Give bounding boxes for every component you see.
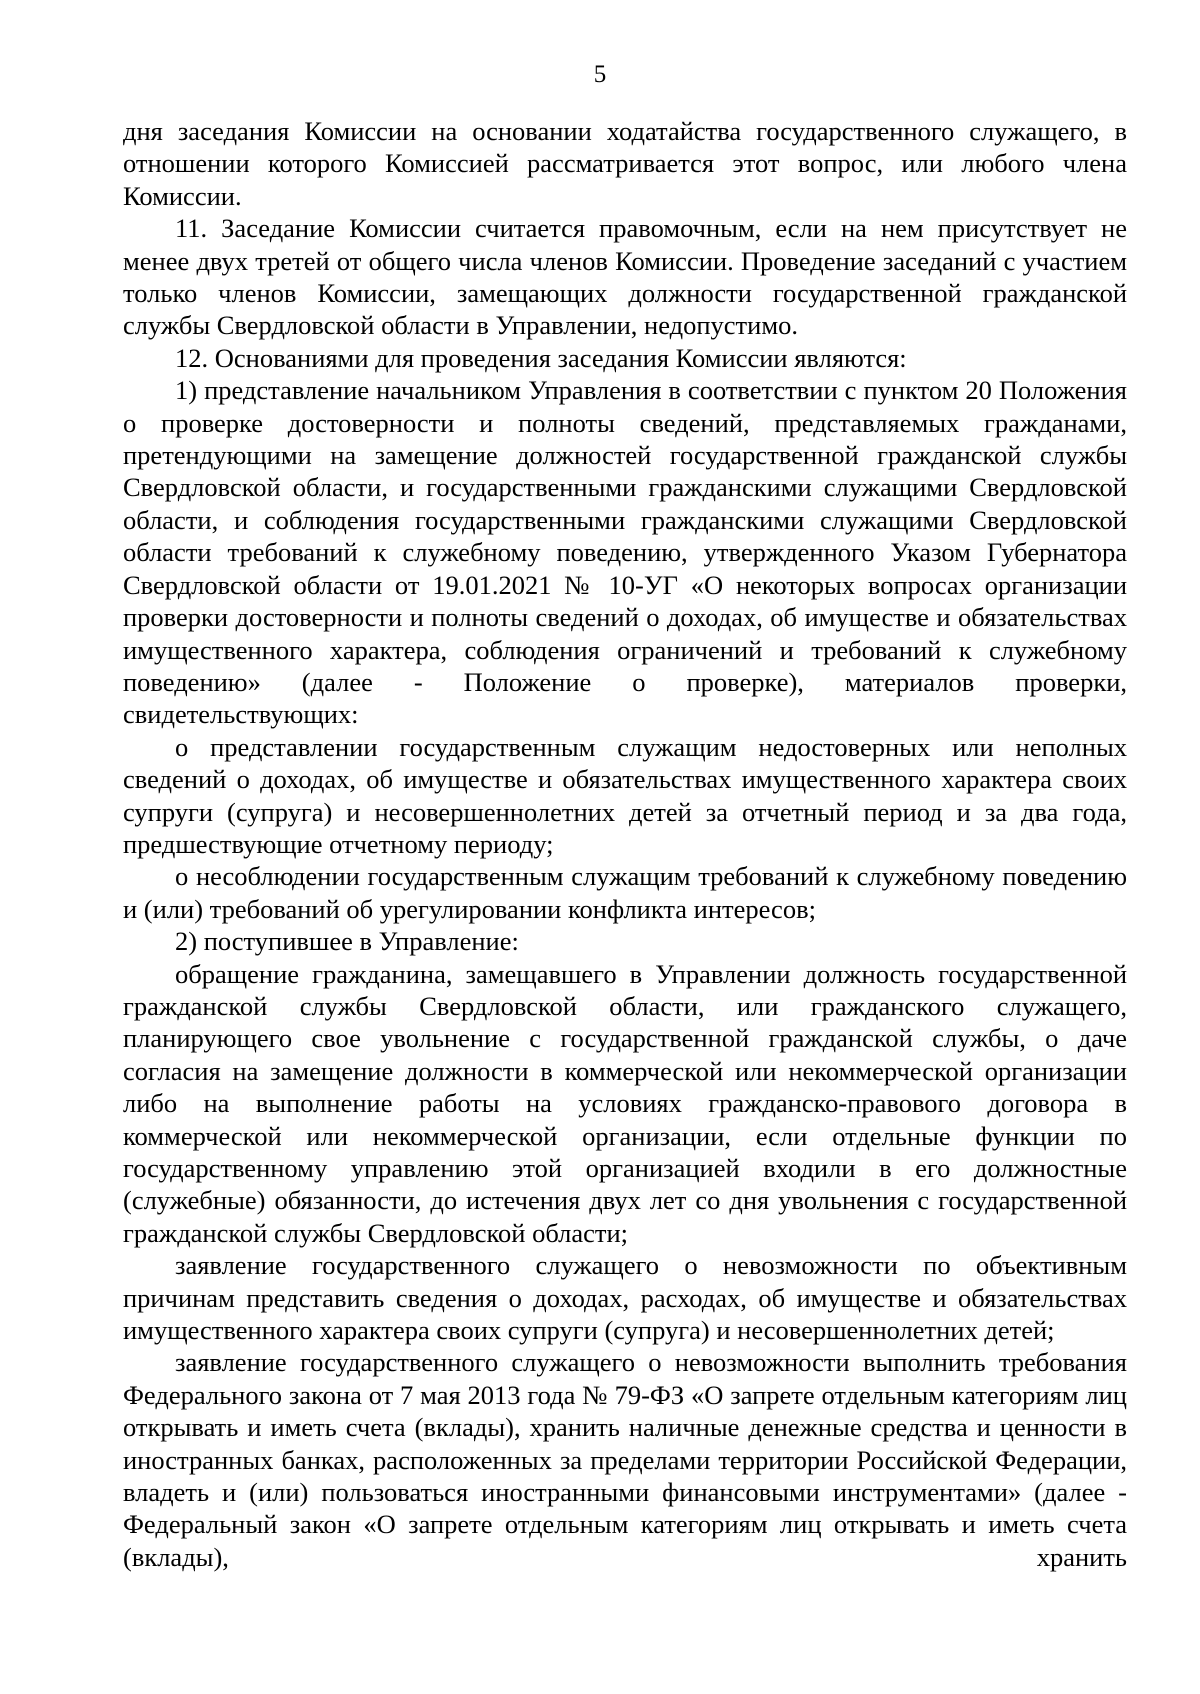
paragraph-subitem-1: 1) представление начальником Управления в соответствии с пунктом 20 Положения о проверке достоверности и полноты сведений, представляемых гражданами, претендующими на замещение должностей государственной гражданской службы Свердловской области, и государственными гражданскими служащими Свердловской области, и соблюдения государственными гражданскими служащими Свердловской области требований к служебному поведению, утвержденного Указом Губернатора Свердловской области от 19.01.2021 № 10-УГ «О некоторых вопросах организации проверки достоверности и полноты сведений о доходах, об имуществе и обязательствах имущественного характера, соблюдения ограничений и требований к служебному поведению» (далее - Положение о проверке), материалов проверки, свидетельствующих: [123, 375, 1127, 730]
paragraph-item-12: 12. Основаниями для проведения заседания Комиссии являются: [175, 342, 907, 373]
paragraph-subitem-1-b: о несоблюдении государственным служащим требований к служебному поведению и (или) требований об урегулировании конфликта интересов; [123, 861, 1127, 924]
paragraph-subitem-2-c: заявление государственного служащего о невозможности выполнить требования Федерального закона от 7 мая 2013 года № 79-ФЗ «О запрете отдельным категориям лиц открывать и иметь счета (вклады), хранить наличные денежные средства и ценности в иностранных банках, расположенных за пределами территории Российской Федерации, владеть и (или) пользоваться иностранными финансовыми инструментами» (далее - Федеральный закон «О запрете отдельным категориям лиц открывать и иметь счета (вклады), хранить [123, 1347, 1127, 1572]
paragraph-subitem-2-b: заявление государственного служащего о невозможности по объективным причинам представить сведения о доходах, расходах, об имуществе и обязательствах имущественного характера своих супруги (супруга) и несовершеннолетних детей; [123, 1250, 1127, 1346]
paragraph-item-11: 11. Заседание Комиссии считается правомочным, если на нем присутствует не менее двух третей от общего числа членов Комиссии. Проведение заседаний с участием только членов Комиссии, замещающих должности государственной гражданской службы Свердловской области в Управлении, недопустимо. [123, 213, 1127, 341]
document-body [123, 115, 1127, 1573]
paragraph-subitem-2-a: обращение гражданина, замещавшего в Управлении должность государственной гражданской службы Свердловской области, или гражданского служащего, планирующего свое увольнение с государственной гражданской службы, о даче согласия на замещение должности в коммерческой или некоммерческой организации либо на выполнение работы на условиях гражданско-правового договора в коммерческой или некоммерческой организации, если отдельные функции по государственному управлению этой организацией входили в его должностные (служебные) обязанности, до истечения двух лет со дня увольнения с государственной гражданской службы Свердловской области; [123, 958, 1127, 1248]
paragraph-subitem-1-a: о представлении государственным служащим недостоверных или неполных сведений о доходах, об имуществе и обязательствах имущественного характера своих супруги (супруга) и несовершеннолетних детей за отчетный период и за два года, предшествующие отчетному периоду; [123, 731, 1127, 859]
paragraph-continuation: дня заседания Комиссии на основании ходатайства государственного служащего, в отношении которого Комиссией рассматривается этот вопрос, или любого члена Комиссии. [123, 116, 1127, 211]
paragraph-subitem-2: 2) поступившее в Управление: [175, 926, 519, 957]
page-number: 5 [593, 61, 607, 88]
